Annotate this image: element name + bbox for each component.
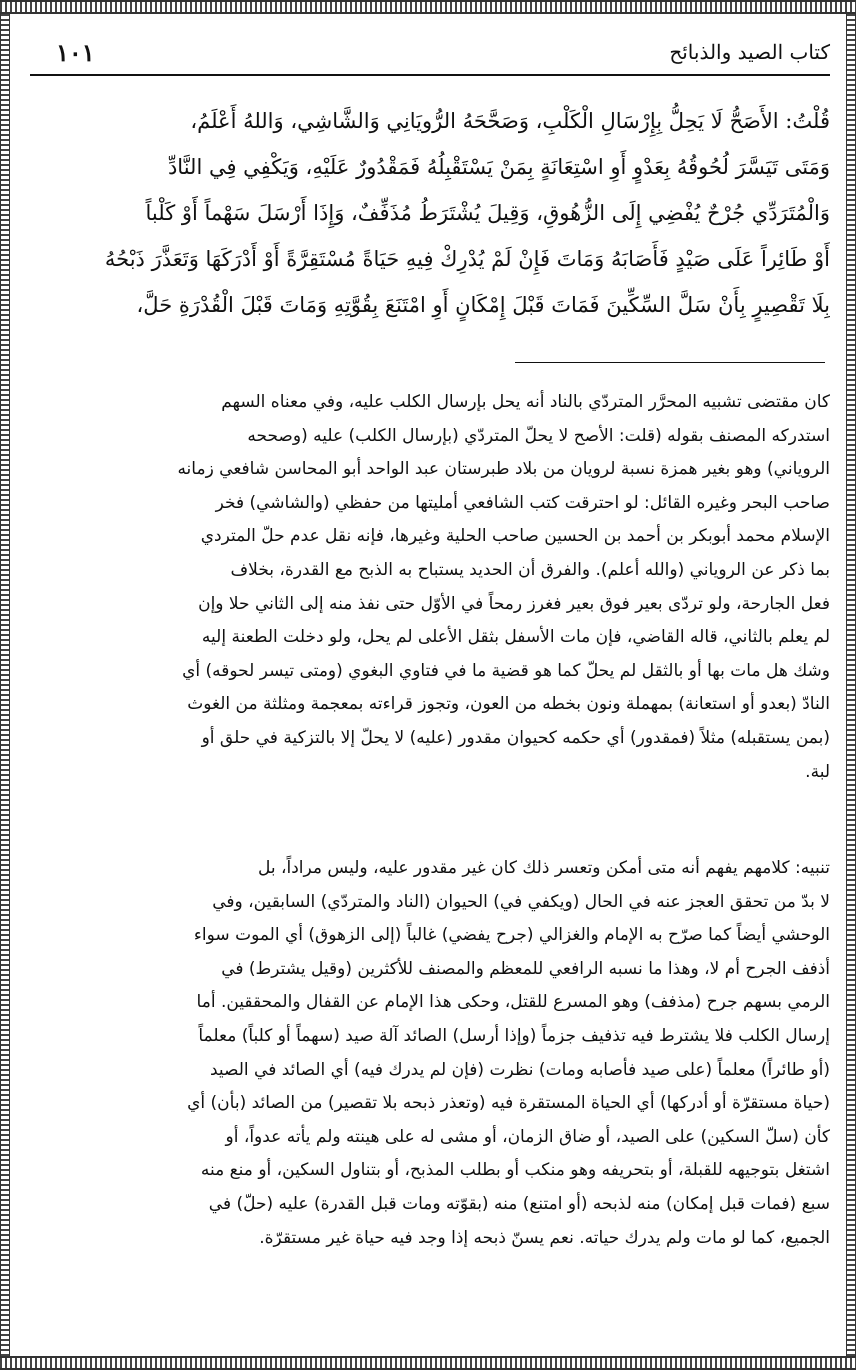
- commentary-paragraph: [30, 852, 830, 1255]
- commentary-line: صاحب البحر وغيره القائل: لو احترقت كتب الشافعي أمليتها من حفظي (والشاشي) فخر: [215, 492, 830, 513]
- decorative-border-top: [0, 0, 856, 14]
- book-title: كتاب الصيد والذبائح: [669, 40, 830, 64]
- commentary-line: وشك هل مات بها أو بالثقل لم يحلّ كما هو قضية ما في فتاوي البغوي (ومتى تيسر لحوقه) أي: [182, 660, 830, 681]
- decorative-border-left: [0, 14, 10, 1356]
- commentary-line: (بمن يستقبله) مثلاً (فمقدور) أي حكمه كحيوان مقدور (عليه) لا يحلّ إلا بالتزكية في حلق أو: [201, 727, 830, 748]
- page-number: ١٠١: [56, 38, 95, 67]
- commentary-line: (حياة مستقرّة أو أدركها) أي الحياة المستقرة فيه (وتعذر ذبحه بلا تقصير) من الصائد (بأن) أي: [187, 1093, 830, 1114]
- commentary-line: لبة.: [805, 761, 830, 782]
- commentary-line: النادّ (بعدو أو استعانة) بمهملة ونون بخطه من العون، وتجوز قراءته بمعجمة ومثلثة من الغوث: [187, 694, 830, 715]
- commentary-line: كأن (سلّ السكين) على الصيد، أو ضاق الزمان، أو مشى له على هينته ولم يأته عدواً، أو: [225, 1126, 830, 1147]
- main-text-line: وَالْمُتَرَدِّي جُرْحٌ يُفْضِي إِلَى الزُّهُوقِ، وَقِيلَ يُشْتَرَطُ مُذَفِّفٌ، وَإِذَا أَرْسَلَ سَهْماً أَوْ كَلْباً: [145, 201, 830, 225]
- commentary-line: أذفف الجرح أم لا، وهذا ما نسبه الرافعي للمعظم والمصنف للأكثرين (وقيل يشترط) في: [221, 958, 830, 979]
- main-text-line: وَمَتَى تَيَسَّرَ لُحُوقُهُ بِعَدْوٍ أَوِ اسْتِعَانَةٍ بِمَنْ يَسْتَقْبِلُهُ فَمَقْدُورٌ عَلَيْهِ، وَيَكْفِي فِي النَّادِّ: [167, 155, 830, 179]
- decorative-border-bottom: [0, 1356, 856, 1370]
- decorative-border-right: [846, 14, 856, 1356]
- footnote-separator: [515, 362, 825, 363]
- main-text: [30, 98, 830, 328]
- commentary-line: بما ذكر عن الروياني (والله أعلم). والفرق أن الحديد يستباح به الذبح مع القدرة، بخلاف: [230, 559, 830, 580]
- main-text-line: قُلْتُ: الأَصَحُّ لَا يَحِلُّ بِإِرْسَالِ الْكَلْبِ، وَصَحَّحَهُ الرُّويَانِي وَالشَّاشِي، وَاللهُ أَعْلَمُ،: [190, 109, 830, 133]
- commentary-line: استدركه المصنف بقوله (قلت: الأصح لا يحلّ المتردّي (بإرسال الكلب) عليه (وصححه: [247, 425, 830, 446]
- commentary-line: الروياني) وهو بغير همزة نسبة لرويان من بلاد طبرستان عبد الواحد أبو المحاسن شافعي زمانه: [177, 459, 830, 480]
- commentary-line: الرمي بسهم جرح (مذفف) وهو المسرع للقتل، وحكى هذا الإمام عن القفال والمحققين. أما: [196, 992, 830, 1013]
- commentary-line: الوحشي أيضاً كما صرّح به الإمام والغزالي (جرح يفضي) غالباً (إلى الزهوق) أي الموت سواء: [193, 925, 830, 946]
- commentary-line: اشتغل بتوجيهه للقبلة، أو بتحريفه وهو منكب أو بطلب المذبح، أو بتناول السكين، أو منع منه: [200, 1160, 830, 1181]
- commentary-line: فعل الجارحة، ولو تردّى بعير فوق بعير فغرز رمحاً في الأوّل حتى نفذ منه إلى الثاني حلا وإن: [198, 593, 830, 614]
- main-text-line: أَوْ طَائِراً عَلَى صَيْدٍ فَأَصَابَهُ وَمَاتَ فَإِنْ لَمْ يُدْرِكْ فِيهِ حَيَاةً مُسْتَقِرَّةً أَوْ أَدْرَكَهَا وَتَعَذَّرَ ذَبْحُهُ: [104, 247, 830, 271]
- commentary-line: كان مقتضى تشبيه المحرَّر المتردّي بالناد أنه يحل بإرسال الكلب عليه، وفي معناه السهم: [221, 392, 830, 412]
- commentary-line: إرسال الكلب فلا يشترط فيه تذفيف جزماً (وإذا أرسل) الصائد آلة صيد (سهماً أو كلباً) معلماً: [198, 1025, 830, 1046]
- commentary-paragraph: [30, 386, 830, 789]
- commentary-line: لم يعلم بالثاني، قاله القاضي، فإن مات الأسفل بثقل الأعلى لم يحل، ولو دخلت الطعنة إليه: [201, 627, 830, 648]
- commentary-line: سبع (فمات قبل إمكان) منه لذبحه (أو امتنع) منه (بقوّته ومات قبل القدرة) عليه (حلّ) في: [208, 1193, 830, 1214]
- commentary-line: لا بدّ من تحقق العجز عنه في الحال (ويكفي في) الحيوان (الناد والمتردّي) السابقين، وفي: [212, 891, 830, 912]
- commentary-line: (أو طائراً) معلماً (على صيد فأصابه ومات) نظرت (فإن لم يدرك فيه) أي الصائد في الصيد: [209, 1059, 830, 1080]
- commentary-line: تنبيه: كلامهم يفهم أنه متى أمكن وتعسر ذلك كان غير مقدور عليه، وليس مراداً، بل: [258, 858, 830, 878]
- commentary-line: الإسلام محمد أبوبكر بن أحمد بن الحسين صاحب الحلية وغيرها، فإنه نقل عدم حلّ المتردي: [200, 526, 830, 547]
- page-header: [30, 34, 830, 76]
- main-text-line: بِلَا تَقْصِيرٍ بِأَنْ سَلَّ السِّكِّينَ فَمَاتَ قَبْلَ إِمْكَانٍ أَوِ امْتَنَعَ بِقُوَّتِهِ وَمَاتَ قَبْلَ الْقُدْرَةِ حَلَّ،: [136, 293, 830, 317]
- commentary-line: الجميع، كما لو مات ولم يدرك حياته. نعم يسنّ ذبحه إذا وجد فيه حياة غير مستقرّة.: [259, 1227, 830, 1248]
